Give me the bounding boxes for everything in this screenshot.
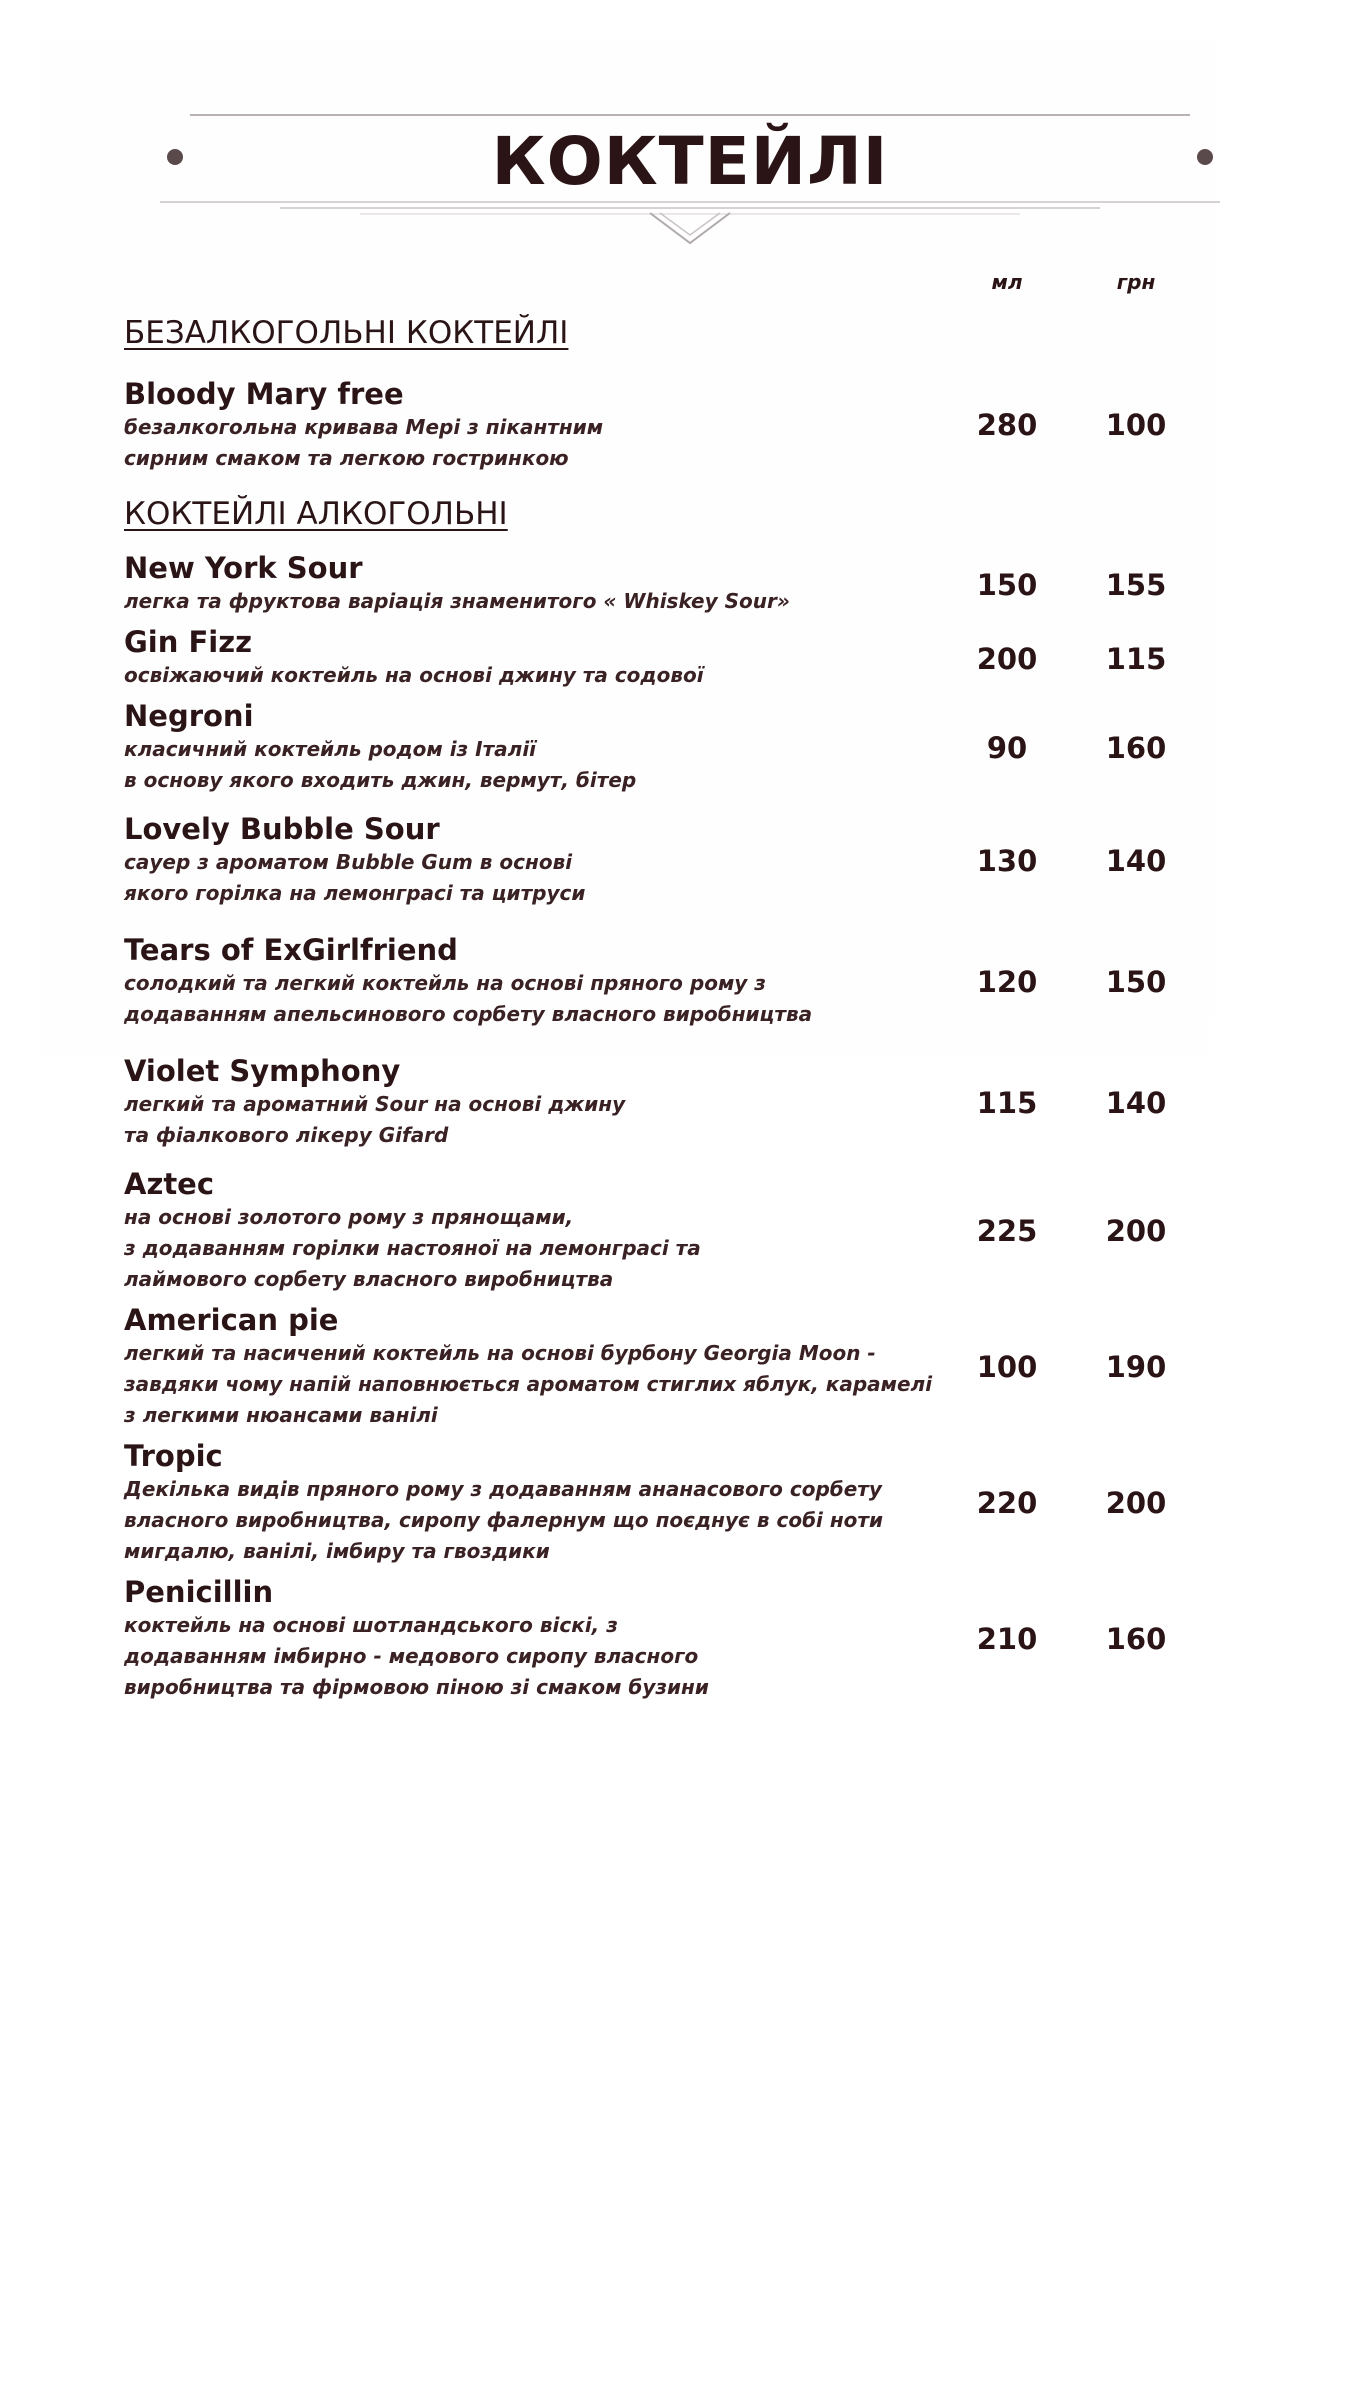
title-banner bbox=[160, 105, 1220, 255]
item-name: Violet Symphony bbox=[124, 1054, 401, 1088]
item-description: легкий та насичений коктейль на основі бурбону Georgia Moon - завдяки чому напій наповнюється ароматом стиглих яблук, карамелі з легкими нюансами ванілі bbox=[124, 1341, 933, 1427]
item-name: Aztec bbox=[124, 1167, 215, 1201]
item-price: 140 bbox=[1105, 1086, 1167, 1120]
item-name: New York Sour bbox=[124, 551, 363, 585]
item-description: Декілька видів пряного рому з додаванням ананасового сорбету власного виробництва, сиропу фалернум що поєднує в собі ноти мигдалю, ванілі, імбиру та гвоздики bbox=[124, 1477, 884, 1563]
item-description: класичний коктейль родом із Італії в основу якого входить джин, вермут, бітер bbox=[124, 737, 637, 792]
item-name: American pie bbox=[124, 1303, 339, 1337]
item-description: освіжаючий коктейль на основі джину та содової bbox=[124, 663, 704, 687]
section-heading-alcoholic: КОКТЕЙЛІ АЛКОГОЛЬНІ bbox=[124, 496, 508, 532]
item-volume: 220 bbox=[976, 1486, 1038, 1520]
page-title: КОКТЕЙЛІ bbox=[491, 123, 889, 200]
item-volume: 225 bbox=[976, 1214, 1038, 1248]
section-heading-nonalcoholic: БЕЗАЛКОГОЛЬНІ КОКТЕЙЛІ bbox=[124, 315, 569, 351]
item-price: 100 bbox=[1105, 408, 1167, 442]
item-volume: 90 bbox=[986, 731, 1028, 765]
item-name: Tears of ExGirlfriend bbox=[124, 933, 458, 967]
item-volume: 120 bbox=[976, 965, 1038, 999]
item-price: 115 bbox=[1105, 642, 1167, 676]
item-name: Lovely Bubble Sour bbox=[124, 812, 440, 846]
item-volume: 210 bbox=[976, 1622, 1038, 1656]
column-header-volume: мл bbox=[991, 270, 1023, 294]
item-price: 155 bbox=[1105, 568, 1167, 602]
item-price: 160 bbox=[1105, 1622, 1167, 1656]
item-description: коктейль на основі шотландського віскі, з додаванням імбирно - медового сиропу власного виробництва та фірмовою піною зі смаком бузини bbox=[124, 1613, 709, 1699]
item-price: 140 bbox=[1105, 844, 1167, 878]
item-description: легкий та ароматний Sour на основі джину та фіалкового лікеру Gifard bbox=[124, 1092, 626, 1147]
item-price: 200 bbox=[1105, 1214, 1167, 1248]
item-volume: 100 bbox=[976, 1350, 1038, 1384]
item-description: солодкий та легкий коктейль на основі пряного рому з додаванням апельсинового сорбету власного виробництва bbox=[124, 971, 813, 1026]
item-volume: 150 bbox=[976, 568, 1038, 602]
item-price: 150 bbox=[1105, 965, 1167, 999]
item-name: Penicillin bbox=[124, 1575, 274, 1609]
item-volume: 115 bbox=[976, 1086, 1038, 1120]
item-description: безалкогольна кривава Мері з пікантним сирним смаком та легкою гостринкою bbox=[124, 415, 604, 470]
item-description: легка та фруктова варіація знаменитого « Whiskey Sour» bbox=[124, 589, 790, 613]
item-price: 160 bbox=[1105, 731, 1167, 765]
item-name: Gin Fizz bbox=[124, 625, 252, 659]
item-description: на основі золотого рому з прянощами, з додаванням горілки настояної на лемонграсі та лаймового сорбету власного виробництва bbox=[124, 1205, 701, 1291]
item-name: Tropic bbox=[124, 1439, 223, 1473]
item-volume: 130 bbox=[976, 844, 1038, 878]
item-volume: 200 bbox=[976, 642, 1038, 676]
item-price: 200 bbox=[1105, 1486, 1167, 1520]
item-price: 190 bbox=[1105, 1350, 1167, 1384]
item-volume: 280 bbox=[976, 408, 1038, 442]
item-description: сауер з ароматом Bubble Gum в основі якого горілка на лемонграсі та цитруси bbox=[124, 850, 586, 905]
item-name: Negroni bbox=[124, 699, 254, 733]
item-name: Bloody Mary free bbox=[124, 377, 404, 411]
column-header-price: грн bbox=[1116, 270, 1156, 294]
